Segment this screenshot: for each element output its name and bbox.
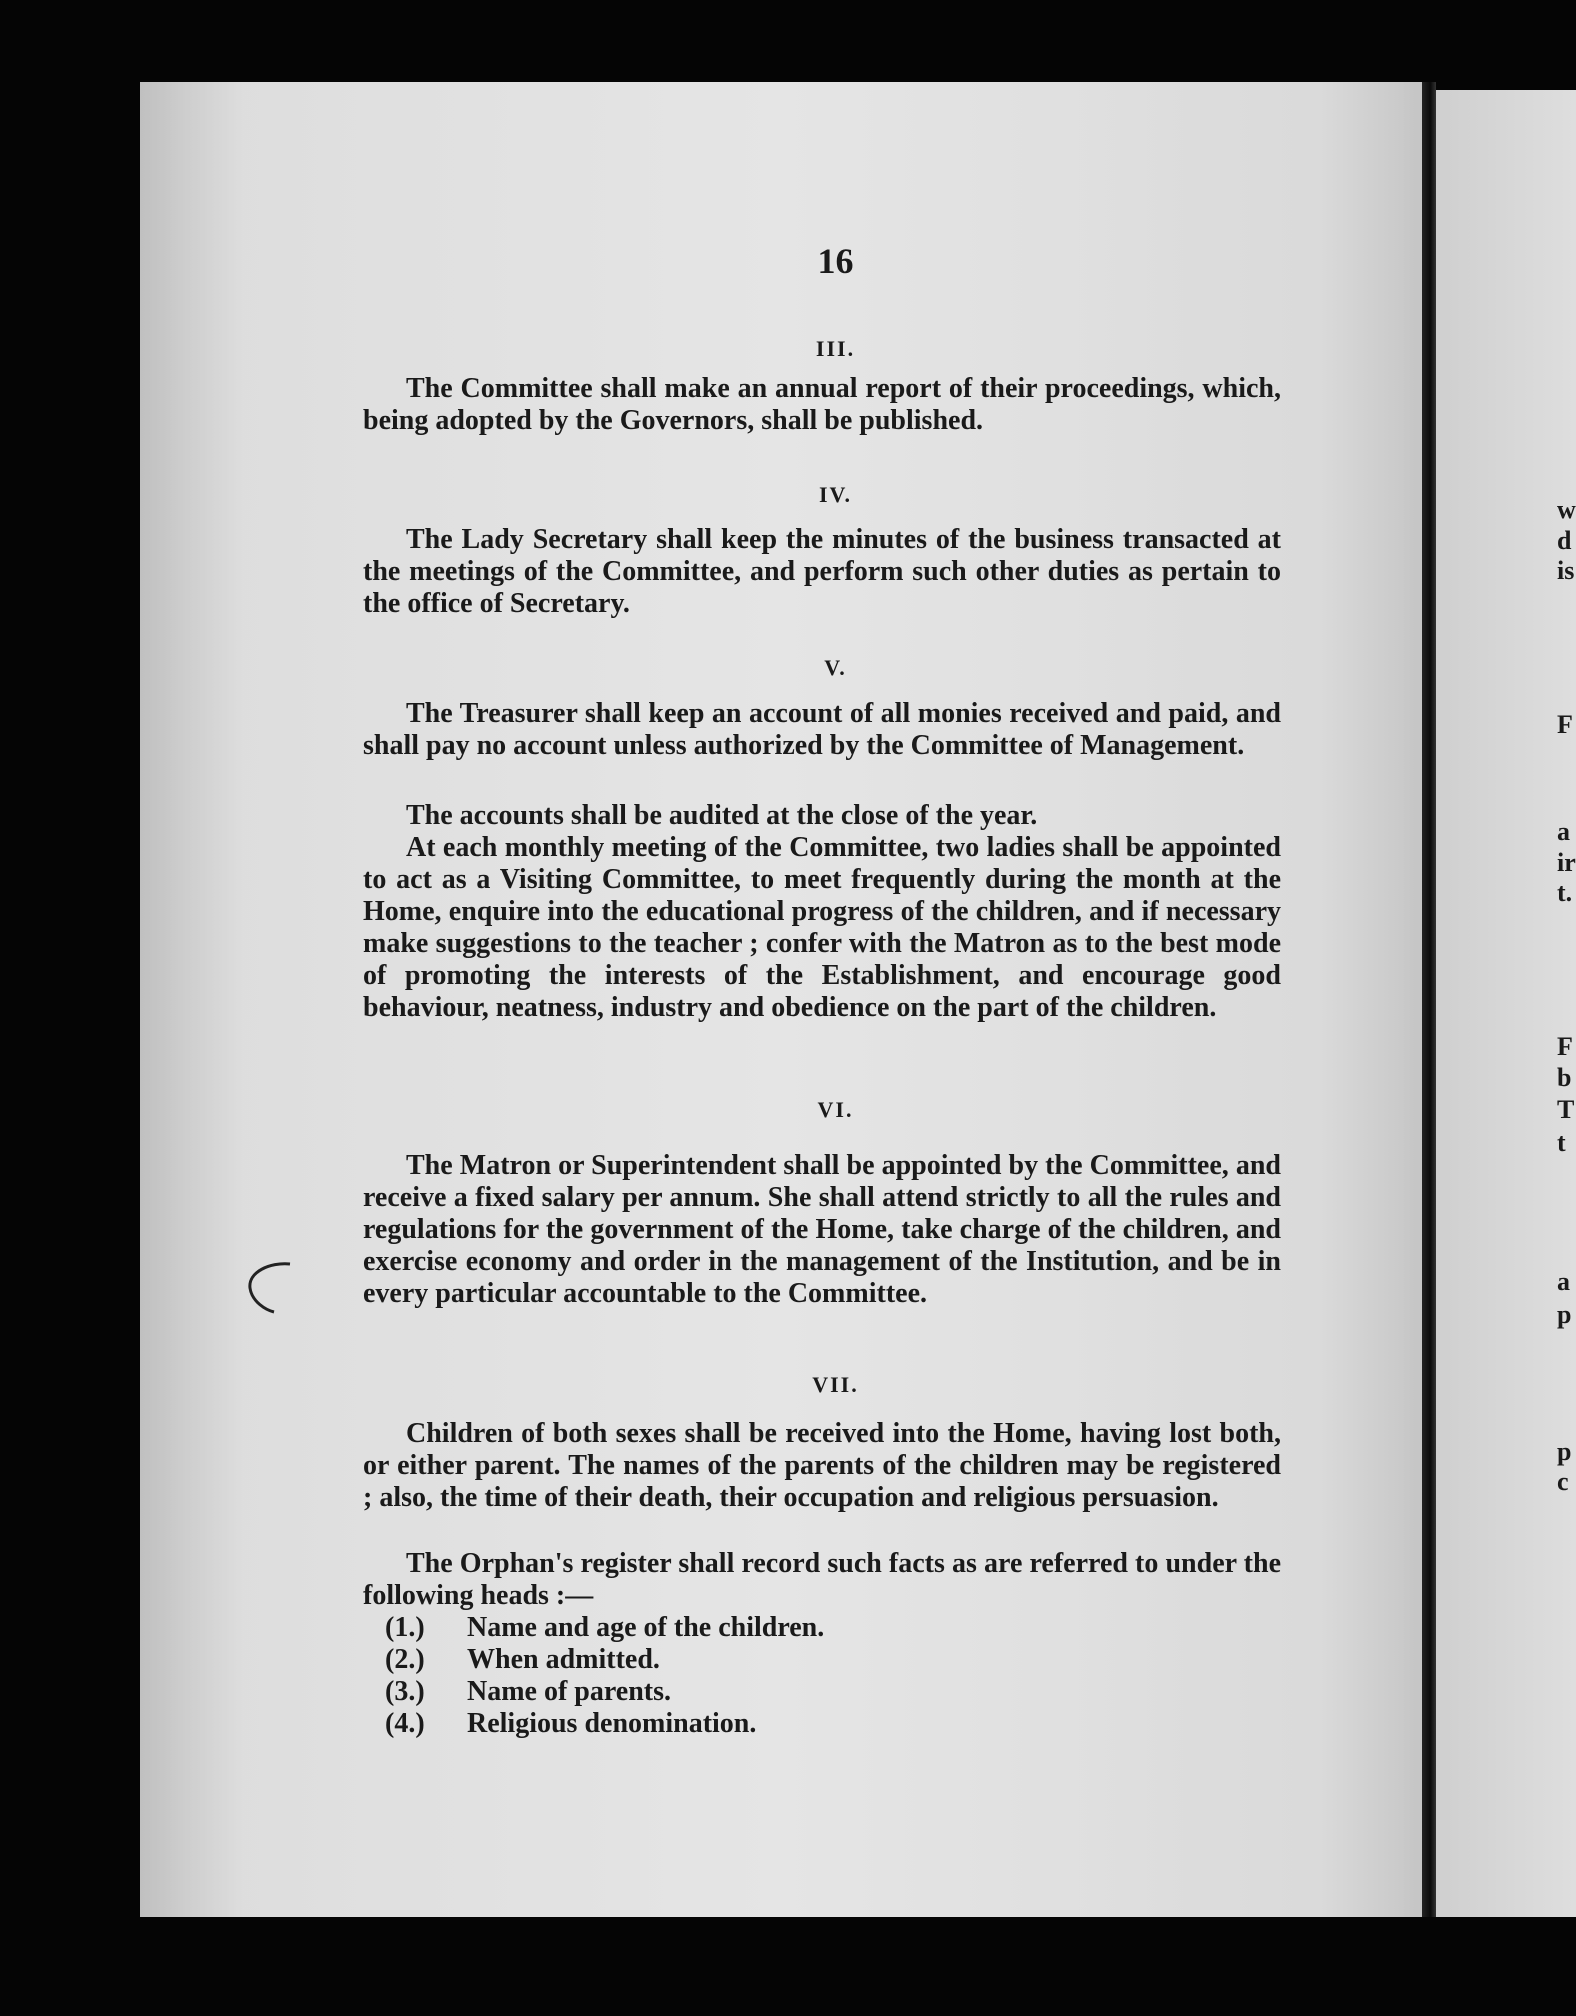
- register-heads-list: [385, 1612, 1085, 1740]
- facing-page-fragment: p: [1557, 1300, 1572, 1329]
- paragraph-vi-1: The Matron or Superintendent shall be appointed by the Committee, and receive a fixed salary per annum. She shall attend strictly to all the rules and regulations for the government of the Home, take charge of the children, and exercise economy and order in the management of the Institution, and be in every particular accountable to the Committee.: [363, 1150, 1281, 1309]
- paragraph-v-3: At each monthly meeting of the Committee, two ladies shall be appointed to act as a Visiting Committee, to meet frequently during the month at the Home, enquire into the educational progress of the children, and if necessary make suggestions to the teacher ; confer with the Matron as to the best mode of promoting the interests of the Establishment, and encourage good behaviour, neatness, industry and obedience on the part of the children.: [363, 832, 1281, 1023]
- facing-page-fragment: ir: [1557, 848, 1576, 877]
- facing-page-fragment: t.: [1557, 878, 1573, 907]
- handwritten-margin-mark: [240, 1258, 300, 1318]
- section-heading-iii: III.: [815, 336, 856, 361]
- facing-page-fragment: T: [1557, 1095, 1575, 1124]
- list-item-number: (3.): [385, 1676, 425, 1707]
- facing-page-fragment: d: [1557, 526, 1572, 555]
- list-item-text: When admitted.: [467, 1644, 660, 1675]
- facing-page-fragment: a: [1557, 1267, 1570, 1296]
- page-number: 16: [817, 241, 854, 281]
- paragraph-v-1: The Treasurer shall keep an account of all monies received and paid, and shall pay no account unless authorized by the Committee of Management.: [363, 698, 1281, 761]
- facing-page-fragment: a: [1557, 817, 1570, 846]
- facing-page-edge: [1436, 90, 1576, 1917]
- list-item: [385, 1644, 1085, 1676]
- facing-page-fragment: F: [1557, 710, 1573, 739]
- paragraph-vii-2: The Orphan's register shall record such facts as are referred to under the following heads :—: [363, 1548, 1281, 1611]
- section-heading-vii: VII.: [812, 1372, 859, 1397]
- paragraph-iii-1: The Committee shall make an annual report of their proceedings, which, being adopted by the Governors, shall be published.: [363, 373, 1281, 436]
- paragraph-v-2: The accounts shall be audited at the close of the year.: [406, 800, 1038, 831]
- paragraph-vii-1: Children of both sexes shall be received into the Home, having lost both, or either parent. The names of the parents of the children may be registered ; also, the time of their death, their occupation and religious persuasion.: [363, 1418, 1281, 1513]
- section-heading-iv: IV.: [818, 482, 853, 507]
- list-item: [385, 1676, 1085, 1708]
- list-item: [385, 1708, 1085, 1740]
- paragraph-iv-1: The Lady Secretary shall keep the minutes of the business transacted at the meetings of the Committee, and perform such other duties as pertain to the office of Secretary.: [363, 524, 1281, 619]
- list-item-text: Religious denomination.: [467, 1708, 757, 1739]
- facing-page-fragment: p: [1557, 1437, 1572, 1466]
- facing-page-fragment: w: [1557, 495, 1576, 524]
- facing-page-fragment: b: [1557, 1063, 1572, 1092]
- facing-page-fragment: F: [1557, 1032, 1573, 1061]
- list-item-text: Name of parents.: [467, 1676, 672, 1707]
- section-heading-v: V.: [824, 655, 847, 680]
- facing-page-fragment: c: [1557, 1467, 1569, 1496]
- list-item-number: (4.): [385, 1708, 425, 1739]
- list-item-text: Name and age of the children.: [467, 1612, 825, 1643]
- list-item-number: (1.): [385, 1612, 425, 1643]
- list-item: [385, 1612, 1085, 1644]
- facing-page-fragment: is: [1557, 556, 1575, 585]
- list-item-number: (2.): [385, 1644, 425, 1675]
- facing-page-fragment: t: [1557, 1128, 1566, 1157]
- section-heading-vi: VI.: [817, 1097, 854, 1122]
